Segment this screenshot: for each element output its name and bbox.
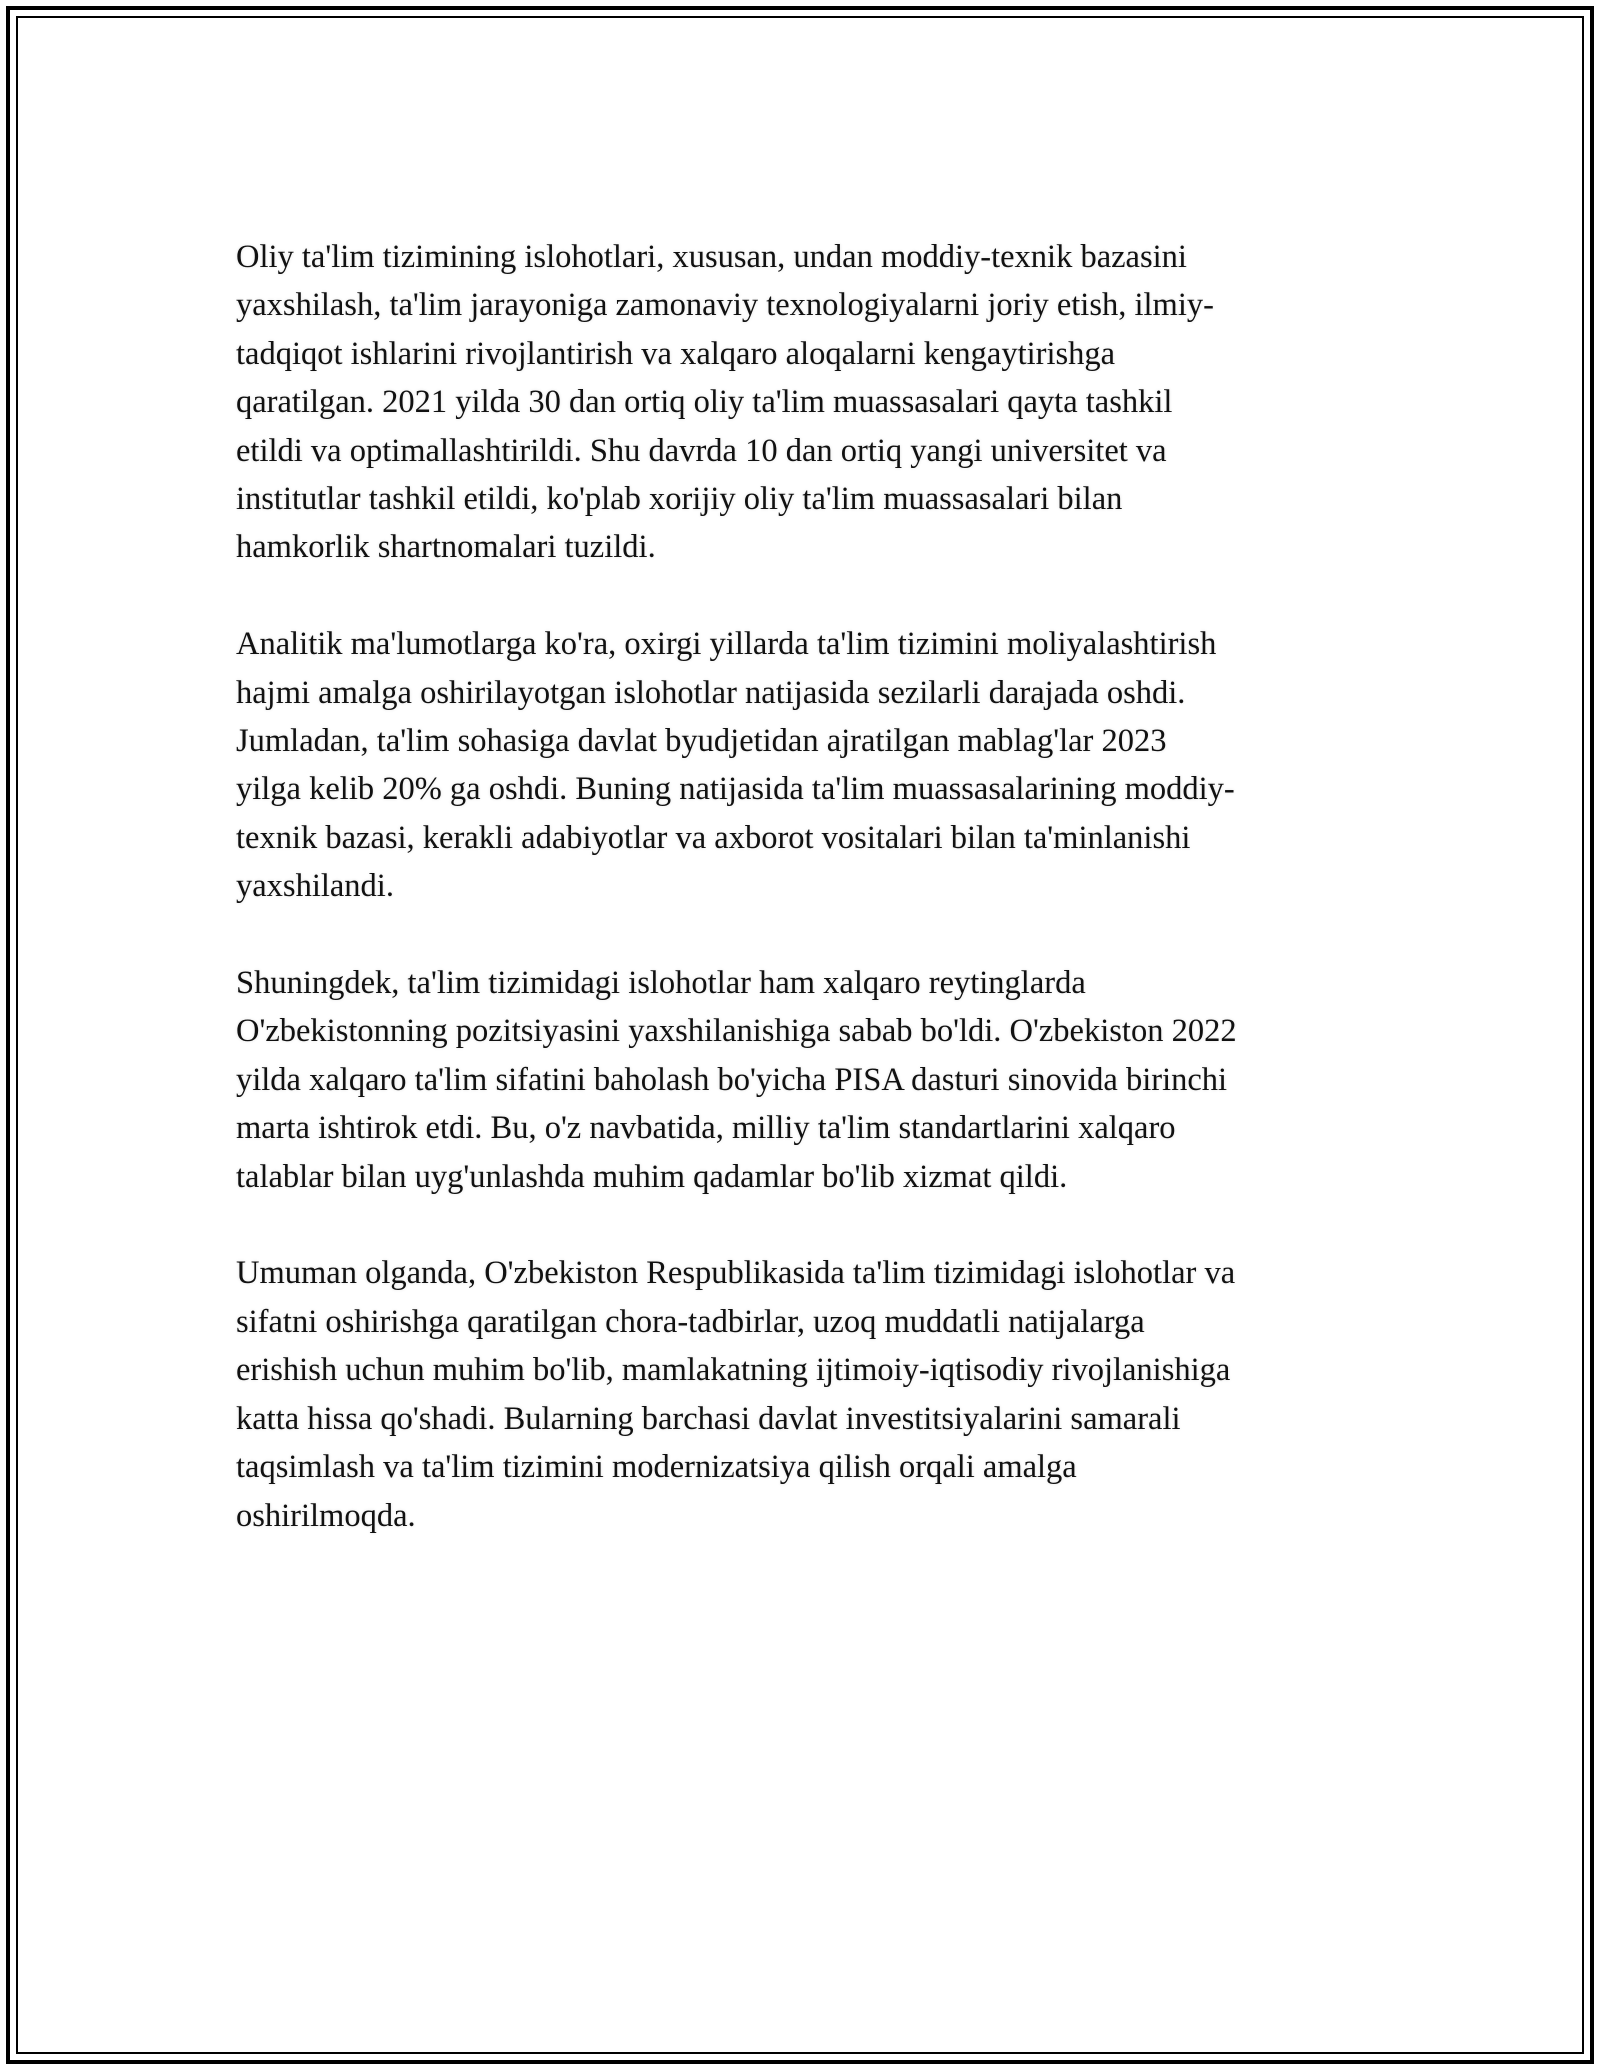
paragraph-higher-education-reforms: Oliy ta'lim tizimining islohotlari, xususan, undan moddiy-texnik bazasini yaxshilash, ta'lim jarayoniga zamonaviy texnologiyalarni joriy etish, ilmiy- tadqiqot ishlarini rivojlantirish va xalqaro aloqalarni kengaytirishga qaratilgan. 2021 yilda 30 dan ortiq oliy ta'lim muassasalari qayta tashkil etildi va optimallashtirildi. Shu davrda 10 dan ortiq yangi universitet va institutlar tashkil etildi, ko'plab xorijiy oliy ta'lim muassasalari bilan hamkorlik shartnomalari tuzildi. [236,239,1214,566]
document-body [236,233,1376,1588]
paragraph-international-ratings: Shuningdek, ta'lim tizimidagi islohotlar ham xalqaro reytinglarda O'zbekistonning pozitsiyasini yaxshilanishiga sabab bo'ldi. O'zbekiston 2022 yilda xalqaro ta'lim sifatini baholash bo'yicha PISA dasturi sinovida birinchi marta ishtirok etdi. Bu, o'z navbatida, milliy ta'lim standartlarini xalqaro talablar bilan uyg'unlashda muhim qadamlar bo'lib xizmat qildi. [236,965,1237,1195]
paragraph-conclusion: Umuman olganda, O'zbekiston Respublikasida ta'lim tizimidagi islohotlar va sifatni oshirishga qaratilgan chora-tadbirlar, uzoq muddatli natijalarga erishish uchun muhim bo'lib, mamlakatning ijtimoiy-iqtisodiy rivojlanishiga katta hissa qo'shadi. Bularning barchasi davlat investitsiyalarini samarali taqsimlash va ta'lim tizimini modernizatsiya qilish orqali amalga oshirilmoqda. [236,1255,1236,1534]
paragraph-education-financing: Analitik ma'lumotlarga ko'ra, oxirgi yillarda ta'lim tizimini moliyalashtirish hajmi amalga oshirilayotgan islohotlar natijasida sezilarli darajada oshdi. Jumladan, ta'lim sohasiga davlat byudjetidan ajratilgan mablag'lar 2023 yilga kelib 20% ga oshdi. Buning natijasida ta'lim muassasalarining moddiy- texnik bazasi, kerakli adabiyotlar va axborot vositalari bilan ta'minlanishi yaxshilandi. [236,626,1235,905]
